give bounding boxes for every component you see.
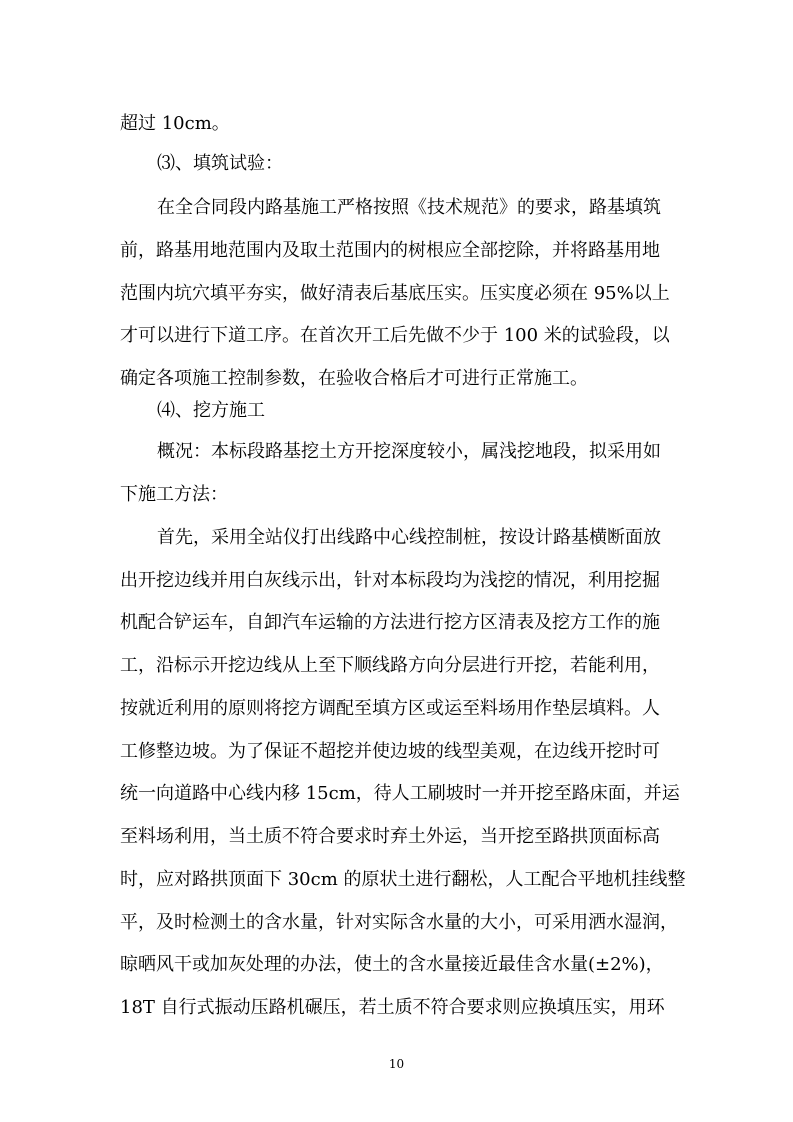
text-line: 工，沿标示开挖边线从上至下顺线路方向分层进行开挖，若能利用， <box>120 655 660 676</box>
text-line: 至料场利用，当土质不符合要求时弃土外运，当开挖至路拱顶面标高 <box>120 826 660 847</box>
text-line: 出开挖边线并用白灰线示出，针对本标段均为浅挖的情况，利用挖掘 <box>120 570 660 591</box>
text-line: 前，路基用地范围内及取土范围内的树根应全部挖除，并将路基用地 <box>120 240 660 261</box>
text-line: 下施工方法： <box>120 484 228 505</box>
text-line: 首先，采用全站仪打出线路中心线控制桩，按设计路基横断面放 <box>157 527 661 548</box>
text-line: 平，及时检测土的含水量，针对实际含水量的大小，可采用洒水湿润， <box>120 912 678 933</box>
text-line: 在全合同段内路基施工严格按照《技术规范》的要求，路基填筑 <box>157 197 661 218</box>
text-line: 概况：本标段路基挖土方开挖深度较小，属浅挖地段，拟采用如 <box>157 441 661 462</box>
text-line: 按就近利用的原则将挖方调配至填方区或运至料场用作垫层填料。人 <box>120 698 660 719</box>
section-heading: ⑷、挖方施工 <box>157 400 265 421</box>
text-line: 超过 10cm。 <box>120 113 230 134</box>
text-line: 统一向道路中心线内移 15cm，待人工刷坡时一并开挖至路床面，并运 <box>120 783 680 804</box>
text-line: 机配合铲运车，自卸汽车运输的方法进行挖方区清表及挖方工作的施 <box>120 612 660 633</box>
section-heading: ⑶、填筑试验： <box>157 153 283 174</box>
text-line: 工修整边坡。为了保证不超挖并使边坡的线型美观，在边线开挖时可 <box>120 741 660 762</box>
text-line: 才可以进行下道工序。在首次开工后先做不少于 100 米的试验段，以 <box>120 325 670 346</box>
page-number: 10 <box>388 1057 405 1071</box>
text-line: 晾晒风干或加灰处理的办法，使土的含水量接近最佳含水量(±2%)， <box>120 954 664 975</box>
text-line: 时，应对路拱顶面下 30cm 的原状土进行翻松，人工配合平地机挂线整 <box>120 869 686 890</box>
text-line: 18T 自行式振动压路机碾压，若土质不符合要求则应换填压实，用环 <box>120 997 665 1018</box>
text-line: 范围内坑穴填平夯实，做好清表后基底压实。压实度必须在 95%以上 <box>120 283 670 304</box>
text-line: 确定各项施工控制参数，在验收合格后才可进行正常施工。 <box>120 368 588 389</box>
